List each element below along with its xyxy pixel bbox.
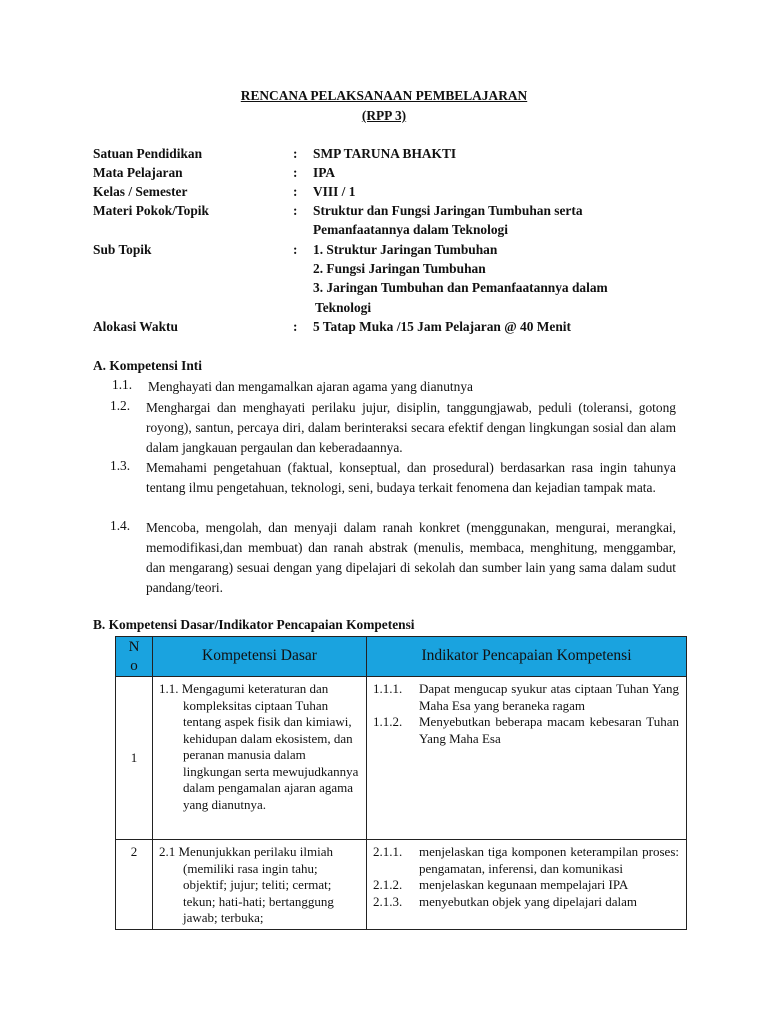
kelas-label: Kelas / Semester [93,184,188,199]
alokasi-value: 5 Tatap Muka /15 Jam Pelajaran @ 40 Menit [313,319,571,334]
indicator-number: 2.1.2. [373,877,403,892]
column-header-no [116,637,153,677]
satuan-value: SMP TARUNA BHAKTI [313,146,457,161]
indicator-item [373,714,684,747]
subtopik-item-3-cont: Teknologi [315,300,372,315]
kd-cell [153,840,367,930]
column-header-kd: Kompetensi Dasar [153,637,367,677]
ki-text: Mencoba, mengolah, dan menyaji dalam ranah konkret (menggunakan, mengurai, merangkai, memodifikasi,dan membuat) dan ranah abstrak (menulis, membaca, menghitung, menggambar, dan mengarang) sesuai dengan yang dipelajari di sekolah dan sumber lain yang sama dalam sudut pandang/teori. [146,520,676,595]
colon: : [293,165,298,180]
indicator-text: menjelaskan tiga komponen keterampilan proses: pengamatan, inferensi, dan komunikasi [419,844,679,876]
indicator-text: Menyebutkan beberapa macam kebesaran Tuhan Yang Maha Esa [419,714,679,746]
materi-label: Materi Pokok/Topik [93,203,209,218]
alokasi-label: Alokasi Waktu [93,319,178,334]
column-header-no-line1: N [128,638,140,655]
table-row [116,677,687,840]
kd-text: 1.1. Mengagumi keteraturan dan kompleksitas ciptaan Tuhan tentang aspek fisik dan kimiawi, kehidupan dalam ekosistem, dan peranan manusia dalam lingkungan serta mewujudkannya dalam pengamalan ajaran agama yang dianutnya. [159,681,359,812]
subtopik-item-1: 1. Struktur Jaringan Tumbuhan [313,242,498,257]
row-number: 1 [116,677,153,840]
table-row [116,840,687,930]
section-b-heading: B. Kompetensi Dasar/Indikator Pencapaian Kompetensi [93,617,415,632]
materi-value-line2: Pemanfaatannya dalam Teknologi [313,222,508,237]
ki-text: Menghayati dan mengamalkan ajaran agama yang dianutnya [148,379,473,394]
indicator-number: 1.1.2. [373,714,403,729]
satuan-label: Satuan Pendidikan [93,146,203,161]
ki-number: 1.3. [110,458,131,473]
kelas-value: VIII / 1 [313,184,356,199]
section-a-heading: A. Kompetensi Inti [93,358,202,373]
indicator-item [373,681,684,714]
ki-text: Memahami pengetahuan (faktual, konseptual, dan prosedural) berdasarkan rasa ingin tahunya tentang ilmu pengetahuan, teknologi, seni, budaya terkait fenomena dan kejadian tampak mata. [146,460,676,495]
materi-value-line1: Struktur dan Fungsi Jaringan Tumbuhan serta [313,203,583,218]
indicator-text: Dapat mengucap syukur atas ciptaan Tuhan Yang Maha Esa yang beraneka ragam [419,681,679,713]
indicator-item [373,877,684,894]
indicator-cell [367,677,687,840]
column-header-no-line2: o [130,657,138,674]
indicator-number: 2.1.3. [373,893,403,909]
kd-cell [153,677,367,840]
mapel-label: Mata Pelajaran [93,165,183,180]
document-title: RENCANA PELAKSANAAN PEMBELAJARAN [240,88,528,103]
colon: : [293,242,298,257]
ki-number: 1.2. [110,398,131,413]
kompetensi-dasar-table [115,636,687,930]
subtopik-label: Sub Topik [93,242,152,257]
indicator-text: menjelaskan kegunaan mempelajari IPA [419,877,629,892]
subtopik-item-2: 2. Fungsi Jaringan Tumbuhan [313,261,486,276]
indicator-number: 2.1.1. [373,844,403,859]
colon: : [293,319,298,334]
table-header-row [116,637,687,677]
indicator-text: menyebutkan objek yang dipelajari dalam [419,893,638,909]
indicator-item [373,894,684,911]
colon: : [293,146,298,161]
kd-text: 2.1 Menunjukkan perilaku ilmiah (memiliki rasa ingin tahu; objektif; jujur; teliti; cermat; tekun; hati-hati; bertanggung jawab; terbuka; [159,844,334,925]
ki-text: Menghargai dan menghayati perilaku jujur, disiplin, tanggungjawab, peduli (toleransi, gotong royong), santun, percaya diri, dalam berinteraksi secara efektif dengan lingkungan sosial dan alam dalam jangkauan pergaulan dan keberadaannya. [146,400,676,455]
row-number: 2 [116,840,153,930]
indicator-cell [367,840,687,930]
document-subtitle: (RPP 3) [361,108,407,123]
colon: : [293,184,298,199]
subtopik-item-3: 3. Jaringan Tumbuhan dan Pemanfaatannya dalam [313,280,608,295]
colon: : [293,203,298,218]
ki-number: 1.1. [112,377,133,392]
mapel-value: IPA [313,165,336,180]
column-header-ipk: Indikator Pencapaian Kompetensi [367,637,687,677]
ki-number: 1.4. [110,518,131,533]
indicator-number: 1.1.1. [373,681,403,696]
indicator-item [373,844,684,877]
